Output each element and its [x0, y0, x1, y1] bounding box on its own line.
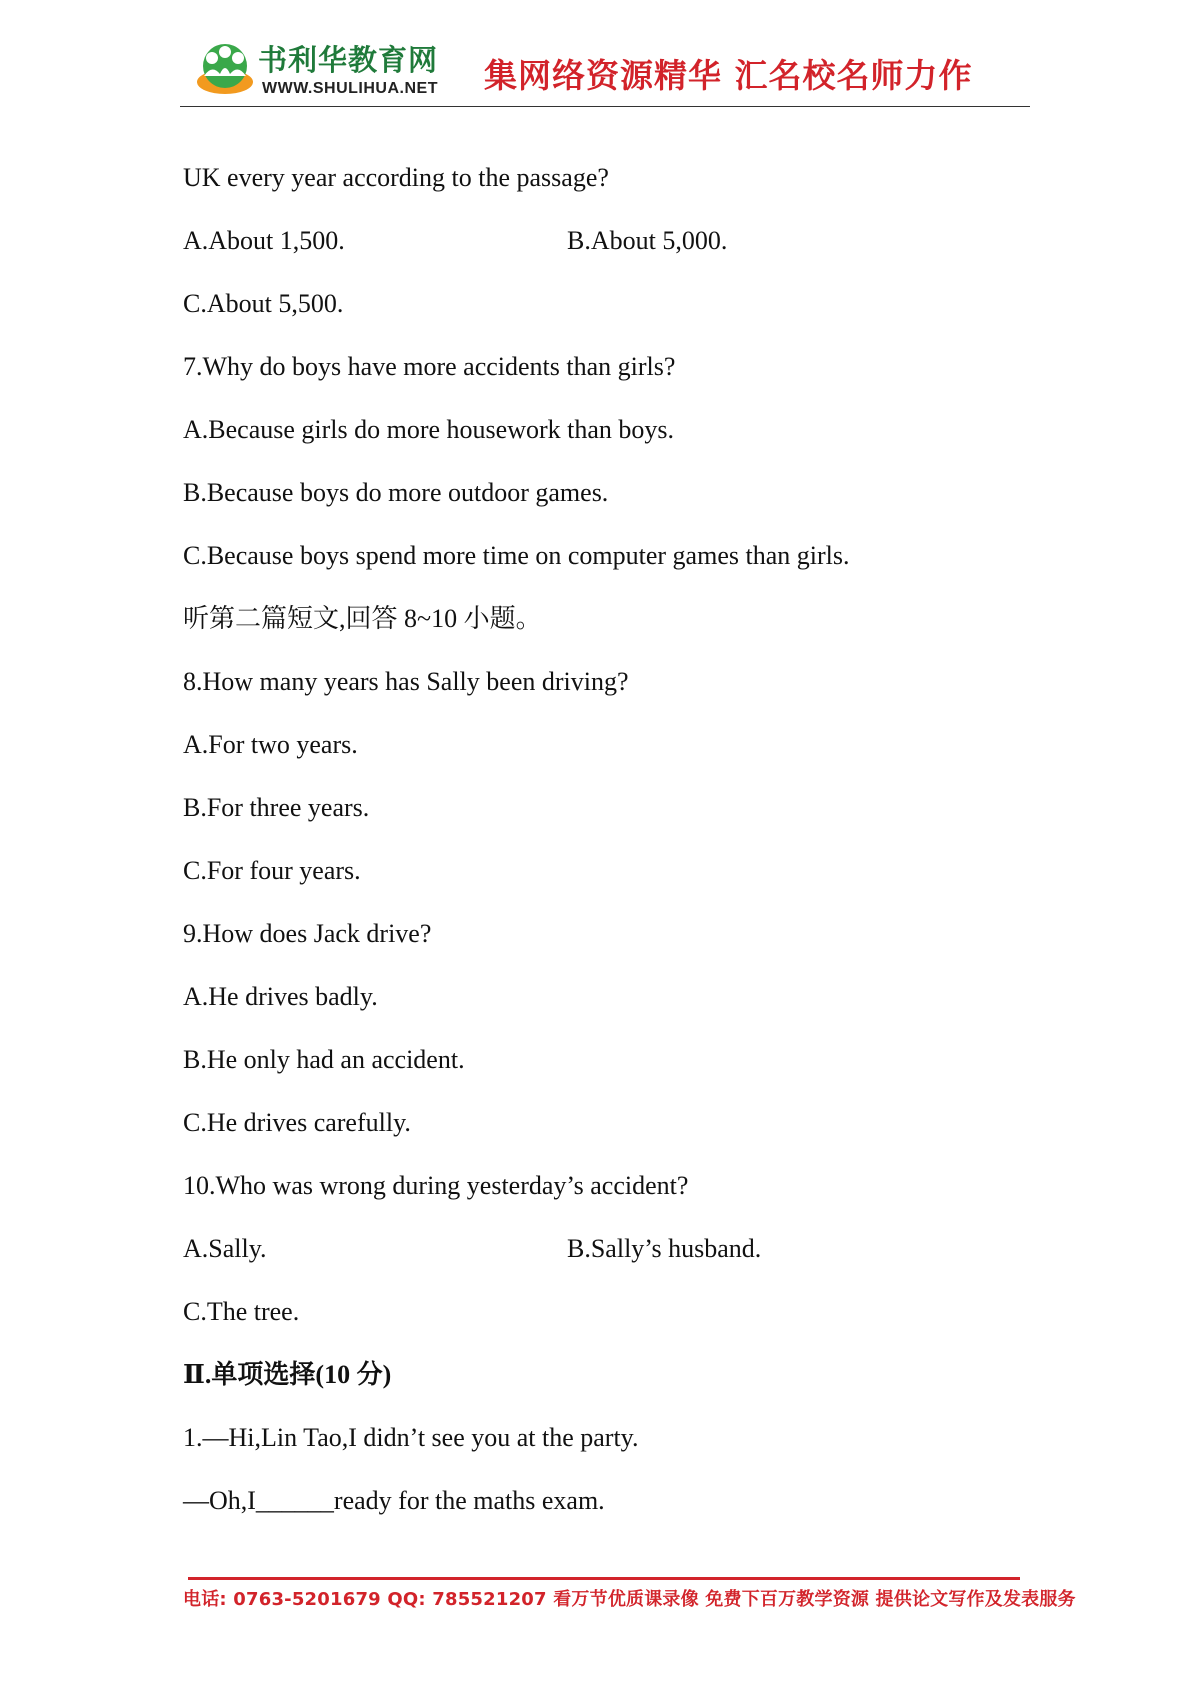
q6-option-c: C.About 5,500. [183, 289, 344, 318]
question-9: 9.How does Jack drive? [183, 919, 432, 948]
footer-contact: 电话: 0763-5201679 QQ: 785521207 看万节优质课录像 免费下百万教学资源 提供论文写作及发表服务 [183, 1589, 1076, 1610]
question-7: 7.Why do boys have more accidents than girls? [183, 352, 676, 381]
q9-option-a: A.He drives badly. [183, 982, 378, 1011]
q7-option-a: A.Because girls do more housework than boys. [183, 415, 675, 444]
q6-option-a: A.About 1,500. [183, 226, 345, 255]
footer-divider [188, 1577, 1020, 1580]
question-6-stem-continued: UK every year according to the passage? [183, 163, 609, 192]
question-8: 8.How many years has Sally been driving? [183, 667, 629, 696]
mc-question-1-reply: —Oh,I______ready for the maths exam. [183, 1486, 605, 1515]
q8-option-a: A.For two years. [183, 730, 358, 759]
q9-option-b: B.He only had an accident. [183, 1045, 465, 1074]
q10-option-a: A.Sally. [183, 1234, 267, 1263]
brand-url: WWW.SHULIHUA.NET [262, 80, 438, 97]
brand-name: 书利华教育网 [258, 43, 439, 77]
section-instruction: 听第二篇短文,回答 8~10 小题。 [183, 604, 542, 633]
q6-option-b: B.About 5,000. [567, 226, 728, 255]
q7-option-b: B.Because boys do more outdoor games. [183, 478, 609, 507]
header-slogan: 集网络资源精华 汇名校名师力作 [484, 56, 973, 95]
q10-option-b: B.Sally’s husband. [567, 1234, 762, 1263]
page-header [180, 30, 1030, 106]
shulihua-logo-icon [194, 38, 256, 98]
mc-question-1: 1.—Hi,Lin Tao,I didn’t see you at the party. [183, 1423, 639, 1452]
section-heading: Ⅱ.单项选择(10 分) [183, 1360, 392, 1389]
header-divider [180, 106, 1030, 107]
q8-option-b: B.For three years. [183, 793, 370, 822]
q7-option-c: C.Because boys spend more time on computer games than girls. [183, 541, 850, 570]
q10-option-c: C.The tree. [183, 1297, 300, 1326]
q9-option-c: C.He drives carefully. [183, 1108, 411, 1137]
question-10: 10.Who was wrong during yesterday’s accident? [183, 1171, 689, 1200]
q8-option-c: C.For four years. [183, 856, 361, 885]
